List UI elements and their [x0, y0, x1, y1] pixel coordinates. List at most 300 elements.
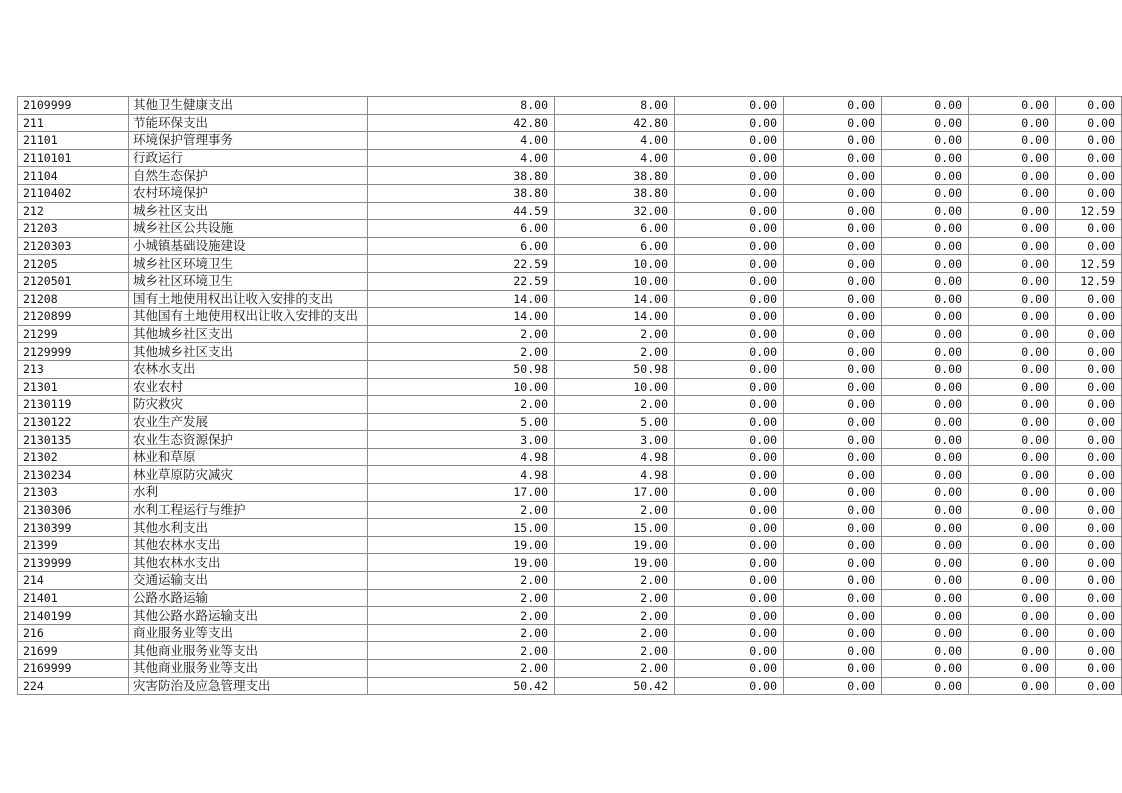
col-3-cell: 0.00	[675, 519, 784, 537]
col-4-cell: 0.00	[784, 519, 882, 537]
col-3-cell: 0.00	[675, 290, 784, 308]
col-3-cell: 0.00	[675, 220, 784, 238]
item-name-cell: 农村环境保护	[129, 184, 368, 202]
col-5-cell: 0.00	[882, 149, 969, 167]
table-row	[18, 536, 1122, 554]
total-cell: 2.00	[368, 589, 555, 607]
total-cell: 50.42	[368, 677, 555, 695]
table-row	[18, 255, 1122, 273]
table-row	[18, 378, 1122, 396]
col-4-cell: 0.00	[784, 360, 882, 378]
col-4-cell: 0.00	[784, 677, 882, 695]
col-4-cell: 0.00	[784, 325, 882, 343]
col-5-cell: 0.00	[882, 607, 969, 625]
item-name-cell: 水利工程运行与维护	[129, 501, 368, 519]
col-2-cell: 2.00	[555, 660, 675, 678]
total-cell: 14.00	[368, 308, 555, 326]
col-4-cell: 0.00	[784, 290, 882, 308]
col-5-cell: 0.00	[882, 624, 969, 642]
col-3-cell: 0.00	[675, 642, 784, 660]
col-4-cell: 0.00	[784, 202, 882, 220]
item-name-cell: 防灾救灾	[129, 396, 368, 414]
col-5-cell: 0.00	[882, 132, 969, 150]
col-7-cell: 0.00	[1056, 184, 1122, 202]
table-row	[18, 466, 1122, 484]
total-cell: 2.00	[368, 343, 555, 361]
col-2-cell: 6.00	[555, 220, 675, 238]
col-5-cell: 0.00	[882, 660, 969, 678]
col-3-cell: 0.00	[675, 413, 784, 431]
code-cell: 2110101	[18, 149, 129, 167]
col-3-cell: 0.00	[675, 325, 784, 343]
total-cell: 22.59	[368, 255, 555, 273]
table-row	[18, 184, 1122, 202]
col-5-cell: 0.00	[882, 413, 969, 431]
col-6-cell: 0.00	[969, 642, 1056, 660]
col-7-cell: 0.00	[1056, 448, 1122, 466]
table-row	[18, 325, 1122, 343]
code-cell: 2110402	[18, 184, 129, 202]
col-6-cell: 0.00	[969, 325, 1056, 343]
col-4-cell: 0.00	[784, 589, 882, 607]
col-2-cell: 10.00	[555, 255, 675, 273]
code-cell: 21401	[18, 589, 129, 607]
col-3-cell: 0.00	[675, 114, 784, 132]
col-5-cell: 0.00	[882, 378, 969, 396]
col-5-cell: 0.00	[882, 290, 969, 308]
col-7-cell: 0.00	[1056, 484, 1122, 502]
col-4-cell: 0.00	[784, 149, 882, 167]
table-row	[18, 413, 1122, 431]
total-cell: 8.00	[368, 97, 555, 115]
code-cell: 21699	[18, 642, 129, 660]
col-5-cell: 0.00	[882, 184, 969, 202]
col-3-cell: 0.00	[675, 396, 784, 414]
item-name-cell: 节能环保支出	[129, 114, 368, 132]
item-name-cell: 城乡社区公共设施	[129, 220, 368, 238]
col-4-cell: 0.00	[784, 642, 882, 660]
col-2-cell: 32.00	[555, 202, 675, 220]
col-4-cell: 0.00	[784, 97, 882, 115]
col-2-cell: 42.80	[555, 114, 675, 132]
table-row	[18, 360, 1122, 378]
col-6-cell: 0.00	[969, 660, 1056, 678]
total-cell: 4.00	[368, 132, 555, 150]
col-5-cell: 0.00	[882, 572, 969, 590]
total-cell: 2.00	[368, 607, 555, 625]
item-name-cell: 小城镇基础设施建设	[129, 237, 368, 255]
col-3-cell: 0.00	[675, 378, 784, 396]
table-row	[18, 290, 1122, 308]
code-cell: 21399	[18, 536, 129, 554]
col-2-cell: 4.00	[555, 149, 675, 167]
total-cell: 2.00	[368, 624, 555, 642]
col-4-cell: 0.00	[784, 114, 882, 132]
col-6-cell: 0.00	[969, 343, 1056, 361]
col-7-cell: 0.00	[1056, 519, 1122, 537]
col-4-cell: 0.00	[784, 484, 882, 502]
item-name-cell: 水利	[129, 484, 368, 502]
total-cell: 6.00	[368, 220, 555, 238]
col-5-cell: 0.00	[882, 308, 969, 326]
col-6-cell: 0.00	[969, 448, 1056, 466]
total-cell: 4.00	[368, 149, 555, 167]
col-2-cell: 19.00	[555, 554, 675, 572]
col-6-cell: 0.00	[969, 149, 1056, 167]
total-cell: 42.80	[368, 114, 555, 132]
table-row	[18, 149, 1122, 167]
item-name-cell: 其他水利支出	[129, 519, 368, 537]
table-row	[18, 660, 1122, 678]
col-6-cell: 0.00	[969, 378, 1056, 396]
col-2-cell: 50.42	[555, 677, 675, 695]
item-name-cell: 其他公路水路运输支出	[129, 607, 368, 625]
col-6-cell: 0.00	[969, 519, 1056, 537]
code-cell: 214	[18, 572, 129, 590]
col-6-cell: 0.00	[969, 114, 1056, 132]
col-3-cell: 0.00	[675, 255, 784, 273]
col-5-cell: 0.00	[882, 325, 969, 343]
col-3-cell: 0.00	[675, 132, 784, 150]
col-6-cell: 0.00	[969, 413, 1056, 431]
col-3-cell: 0.00	[675, 167, 784, 185]
col-7-cell: 0.00	[1056, 554, 1122, 572]
col-6-cell: 0.00	[969, 255, 1056, 273]
col-7-cell: 0.00	[1056, 624, 1122, 642]
total-cell: 17.00	[368, 484, 555, 502]
total-cell: 2.00	[368, 572, 555, 590]
item-name-cell: 其他卫生健康支出	[129, 97, 368, 115]
col-3-cell: 0.00	[675, 554, 784, 572]
col-5-cell: 0.00	[882, 642, 969, 660]
col-3-cell: 0.00	[675, 572, 784, 590]
col-3-cell: 0.00	[675, 607, 784, 625]
col-4-cell: 0.00	[784, 413, 882, 431]
table-row	[18, 519, 1122, 537]
col-7-cell: 0.00	[1056, 466, 1122, 484]
total-cell: 2.00	[368, 642, 555, 660]
total-cell: 6.00	[368, 237, 555, 255]
col-5-cell: 0.00	[882, 466, 969, 484]
col-4-cell: 0.00	[784, 431, 882, 449]
col-5-cell: 0.00	[882, 343, 969, 361]
item-name-cell: 其他商业服务业等支出	[129, 660, 368, 678]
col-5-cell: 0.00	[882, 220, 969, 238]
col-4-cell: 0.00	[784, 272, 882, 290]
col-3-cell: 0.00	[675, 431, 784, 449]
col-2-cell: 2.00	[555, 343, 675, 361]
table-row	[18, 202, 1122, 220]
col-4-cell: 0.00	[784, 343, 882, 361]
col-7-cell: 0.00	[1056, 572, 1122, 590]
total-cell: 2.00	[368, 325, 555, 343]
table-row	[18, 448, 1122, 466]
item-name-cell: 其他城乡社区支出	[129, 325, 368, 343]
col-5-cell: 0.00	[882, 519, 969, 537]
col-2-cell: 2.00	[555, 501, 675, 519]
col-4-cell: 0.00	[784, 466, 882, 484]
total-cell: 15.00	[368, 519, 555, 537]
col-7-cell: 0.00	[1056, 308, 1122, 326]
col-2-cell: 2.00	[555, 589, 675, 607]
col-3-cell: 0.00	[675, 202, 784, 220]
col-7-cell: 0.00	[1056, 237, 1122, 255]
col-4-cell: 0.00	[784, 536, 882, 554]
total-cell: 4.98	[368, 448, 555, 466]
col-6-cell: 0.00	[969, 572, 1056, 590]
table-row	[18, 484, 1122, 502]
col-4-cell: 0.00	[784, 220, 882, 238]
total-cell: 4.98	[368, 466, 555, 484]
code-cell: 21101	[18, 132, 129, 150]
table-row	[18, 431, 1122, 449]
col-6-cell: 0.00	[969, 184, 1056, 202]
item-name-cell: 其他农林水支出	[129, 536, 368, 554]
col-3-cell: 0.00	[675, 448, 784, 466]
col-5-cell: 0.00	[882, 167, 969, 185]
total-cell: 22.59	[368, 272, 555, 290]
table-body	[18, 97, 1122, 695]
col-2-cell: 2.00	[555, 396, 675, 414]
code-cell: 2139999	[18, 554, 129, 572]
code-cell: 2169999	[18, 660, 129, 678]
col-6-cell: 0.00	[969, 607, 1056, 625]
item-name-cell: 交通运输支出	[129, 572, 368, 590]
col-2-cell: 4.00	[555, 132, 675, 150]
col-2-cell: 10.00	[555, 272, 675, 290]
table-row	[18, 237, 1122, 255]
col-3-cell: 0.00	[675, 184, 784, 202]
total-cell: 10.00	[368, 378, 555, 396]
col-6-cell: 0.00	[969, 290, 1056, 308]
col-6-cell: 0.00	[969, 396, 1056, 414]
col-5-cell: 0.00	[882, 396, 969, 414]
col-5-cell: 0.00	[882, 237, 969, 255]
item-name-cell: 农林水支出	[129, 360, 368, 378]
table-row	[18, 167, 1122, 185]
total-cell: 2.00	[368, 396, 555, 414]
item-name-cell: 农业农村	[129, 378, 368, 396]
total-cell: 19.00	[368, 554, 555, 572]
col-4-cell: 0.00	[784, 572, 882, 590]
col-2-cell: 5.00	[555, 413, 675, 431]
item-name-cell: 其他商业服务业等支出	[129, 642, 368, 660]
table-row	[18, 396, 1122, 414]
item-name-cell: 林业和草原	[129, 448, 368, 466]
code-cell: 2120899	[18, 308, 129, 326]
code-cell: 2130119	[18, 396, 129, 414]
col-3-cell: 0.00	[675, 624, 784, 642]
col-2-cell: 14.00	[555, 290, 675, 308]
table-row	[18, 642, 1122, 660]
item-name-cell: 城乡社区支出	[129, 202, 368, 220]
code-cell: 2130399	[18, 519, 129, 537]
code-cell: 2120303	[18, 237, 129, 255]
col-7-cell: 0.00	[1056, 290, 1122, 308]
item-name-cell: 灾害防治及应急管理支出	[129, 677, 368, 695]
col-7-cell: 0.00	[1056, 114, 1122, 132]
code-cell: 212	[18, 202, 129, 220]
col-4-cell: 0.00	[784, 308, 882, 326]
col-6-cell: 0.00	[969, 167, 1056, 185]
table-row	[18, 132, 1122, 150]
code-cell: 2130306	[18, 501, 129, 519]
table-row	[18, 308, 1122, 326]
col-6-cell: 0.00	[969, 589, 1056, 607]
item-name-cell: 林业草原防灾减灾	[129, 466, 368, 484]
col-5-cell: 0.00	[882, 589, 969, 607]
col-4-cell: 0.00	[784, 501, 882, 519]
code-cell: 21301	[18, 378, 129, 396]
col-7-cell: 0.00	[1056, 536, 1122, 554]
code-cell: 213	[18, 360, 129, 378]
col-7-cell: 0.00	[1056, 149, 1122, 167]
item-name-cell: 环境保护管理事务	[129, 132, 368, 150]
code-cell: 21299	[18, 325, 129, 343]
col-2-cell: 50.98	[555, 360, 675, 378]
col-7-cell: 0.00	[1056, 132, 1122, 150]
col-4-cell: 0.00	[784, 167, 882, 185]
col-7-cell: 0.00	[1056, 677, 1122, 695]
item-name-cell: 国有土地使用权出让收入安排的支出	[129, 290, 368, 308]
col-2-cell: 3.00	[555, 431, 675, 449]
col-7-cell: 0.00	[1056, 396, 1122, 414]
col-3-cell: 0.00	[675, 466, 784, 484]
item-name-cell: 城乡社区环境卫生	[129, 255, 368, 273]
item-name-cell: 其他城乡社区支出	[129, 343, 368, 361]
col-3-cell: 0.00	[675, 272, 784, 290]
col-6-cell: 0.00	[969, 202, 1056, 220]
col-5-cell: 0.00	[882, 554, 969, 572]
col-5-cell: 0.00	[882, 114, 969, 132]
col-3-cell: 0.00	[675, 343, 784, 361]
table-row	[18, 589, 1122, 607]
table-row	[18, 677, 1122, 695]
col-3-cell: 0.00	[675, 536, 784, 554]
col-2-cell: 38.80	[555, 167, 675, 185]
col-7-cell: 0.00	[1056, 431, 1122, 449]
table-row	[18, 220, 1122, 238]
code-cell: 2109999	[18, 97, 129, 115]
table-row	[18, 572, 1122, 590]
code-cell: 21302	[18, 448, 129, 466]
col-7-cell: 0.00	[1056, 501, 1122, 519]
item-name-cell: 其他农林水支出	[129, 554, 368, 572]
col-6-cell: 0.00	[969, 554, 1056, 572]
col-2-cell: 2.00	[555, 325, 675, 343]
code-cell: 21104	[18, 167, 129, 185]
col-4-cell: 0.00	[784, 396, 882, 414]
table-row	[18, 97, 1122, 115]
col-4-cell: 0.00	[784, 660, 882, 678]
col-5-cell: 0.00	[882, 272, 969, 290]
col-3-cell: 0.00	[675, 308, 784, 326]
col-6-cell: 0.00	[969, 308, 1056, 326]
col-7-cell: 0.00	[1056, 378, 1122, 396]
col-2-cell: 15.00	[555, 519, 675, 537]
budget-table	[17, 96, 1122, 695]
code-cell: 2130122	[18, 413, 129, 431]
col-4-cell: 0.00	[784, 184, 882, 202]
col-7-cell: 0.00	[1056, 220, 1122, 238]
total-cell: 3.00	[368, 431, 555, 449]
col-6-cell: 0.00	[969, 677, 1056, 695]
col-6-cell: 0.00	[969, 132, 1056, 150]
col-6-cell: 0.00	[969, 536, 1056, 554]
col-7-cell: 12.59	[1056, 255, 1122, 273]
total-cell: 38.80	[368, 167, 555, 185]
code-cell: 21205	[18, 255, 129, 273]
col-3-cell: 0.00	[675, 589, 784, 607]
col-7-cell: 0.00	[1056, 413, 1122, 431]
col-5-cell: 0.00	[882, 677, 969, 695]
col-2-cell: 4.98	[555, 448, 675, 466]
col-4-cell: 0.00	[784, 624, 882, 642]
col-6-cell: 0.00	[969, 466, 1056, 484]
col-2-cell: 2.00	[555, 607, 675, 625]
col-7-cell: 0.00	[1056, 360, 1122, 378]
col-3-cell: 0.00	[675, 97, 784, 115]
col-6-cell: 0.00	[969, 272, 1056, 290]
code-cell: 2130135	[18, 431, 129, 449]
code-cell: 21203	[18, 220, 129, 238]
total-cell: 5.00	[368, 413, 555, 431]
item-name-cell: 商业服务业等支出	[129, 624, 368, 642]
col-7-cell: 0.00	[1056, 343, 1122, 361]
col-2-cell: 10.00	[555, 378, 675, 396]
col-5-cell: 0.00	[882, 202, 969, 220]
col-5-cell: 0.00	[882, 360, 969, 378]
total-cell: 44.59	[368, 202, 555, 220]
table-row	[18, 343, 1122, 361]
item-name-cell: 其他国有土地使用权出让收入安排的支出	[129, 308, 368, 326]
item-name-cell: 城乡社区环境卫生	[129, 272, 368, 290]
col-3-cell: 0.00	[675, 677, 784, 695]
table-row	[18, 607, 1122, 625]
col-6-cell: 0.00	[969, 501, 1056, 519]
total-cell: 50.98	[368, 360, 555, 378]
total-cell: 19.00	[368, 536, 555, 554]
total-cell: 2.00	[368, 501, 555, 519]
col-3-cell: 0.00	[675, 360, 784, 378]
col-4-cell: 0.00	[784, 255, 882, 273]
col-6-cell: 0.00	[969, 624, 1056, 642]
col-5-cell: 0.00	[882, 536, 969, 554]
code-cell: 2120501	[18, 272, 129, 290]
table-row	[18, 272, 1122, 290]
table-row	[18, 554, 1122, 572]
col-2-cell: 38.80	[555, 184, 675, 202]
col-4-cell: 0.00	[784, 554, 882, 572]
col-3-cell: 0.00	[675, 484, 784, 502]
col-5-cell: 0.00	[882, 431, 969, 449]
item-name-cell: 自然生态保护	[129, 167, 368, 185]
total-cell: 38.80	[368, 184, 555, 202]
col-5-cell: 0.00	[882, 448, 969, 466]
col-3-cell: 0.00	[675, 149, 784, 167]
col-3-cell: 0.00	[675, 660, 784, 678]
col-2-cell: 14.00	[555, 308, 675, 326]
code-cell: 21303	[18, 484, 129, 502]
col-7-cell: 0.00	[1056, 97, 1122, 115]
code-cell: 224	[18, 677, 129, 695]
col-6-cell: 0.00	[969, 484, 1056, 502]
col-4-cell: 0.00	[784, 132, 882, 150]
code-cell: 216	[18, 624, 129, 642]
col-2-cell: 4.98	[555, 466, 675, 484]
col-7-cell: 0.00	[1056, 642, 1122, 660]
col-3-cell: 0.00	[675, 501, 784, 519]
